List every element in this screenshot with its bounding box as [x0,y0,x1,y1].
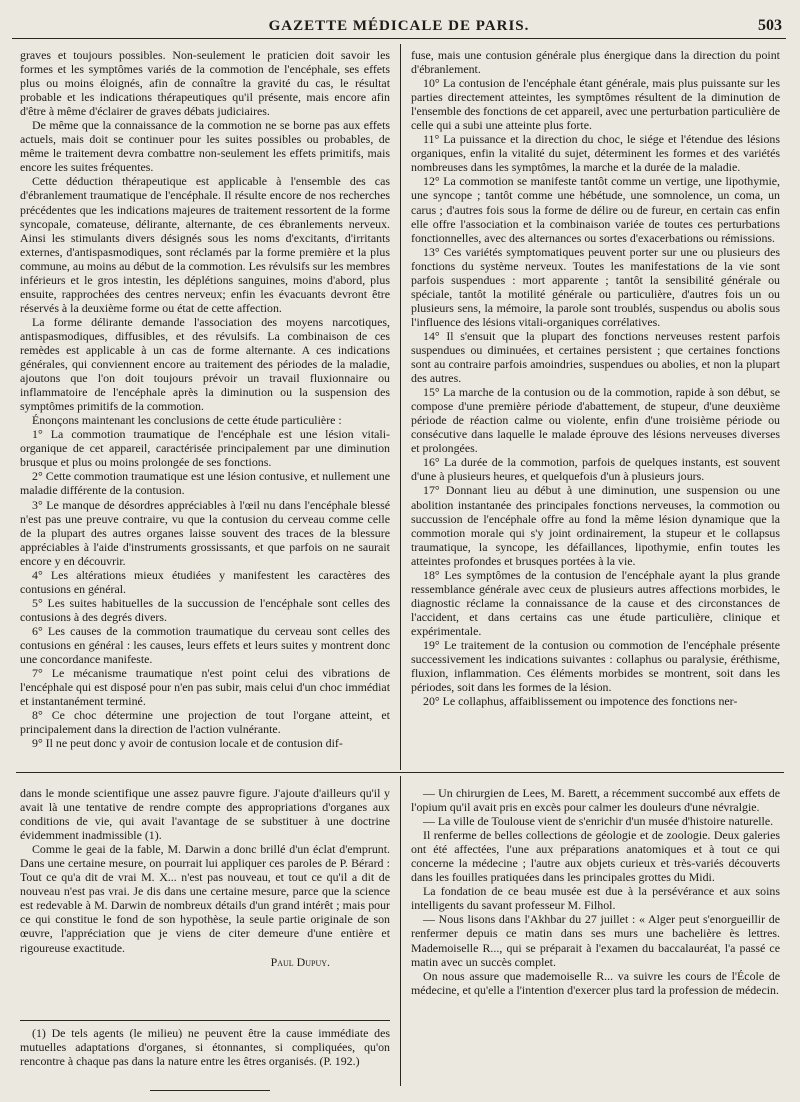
conclusion-item: 5° Les suites habituelles de la succussion de l'encéphale sont celles des contusions à des degrés divers. [20,595,390,624]
author-signature: Paul Dupuy. [270,954,330,969]
conclusion-item: 8° Ce choc détermine une projection de tout l'organe atteint, et principalement dans la direction de l'action vulnérante. [20,708,390,737]
paragraph: Cette déduction thérapeutique est applicable à l'ensemble des cas d'ébranlement traumatique de l'encéphale. Il résulte encore de nos recherches précédentes que les indications majeures de traitement ressortent de la forme syncopale, comateuse, délirante, alternante, de ces ébranlements nerveux. Ainsi les stimulants divers désignés sous les noms d'excitants, d'irritants externes, d'antispasmodiques, sont réclamés par la forme première et la plus commune, au moins au début de la commotion. Les révulsifs sur les membres inférieurs et le gros intestin, les déplétions sanguines, moins d'abord, plus ensuite, rapprochées des centres nerveux; enfin les évacuants devront être réservés à la deuxième forme ou état de cette affection. [20,174,390,315]
paragraph: graves et toujours possibles. Non-seulement le praticien doit savoir les formes et les symptômes variés de la commotion de l'encéphale, ses effets plus ou moins éloignés, afin de connaître la gravité du cas, le résultat probable et les indications thérapeutiques qu'il présente, mais encore afin d'être à même d'éclairer de graves débats judiciaires. [20,48,390,119]
conclusion-item: 19° Le traitement de la contusion ou commotion de l'encéphale présente successivement les indications suivantes : collaphus ou paralysie, éréthisme, fluxion, inflammation. Ces éléments morbides se montrent, soit dans les périodes, soit dans les formes de la lésion. [411,637,780,695]
news-item: — Nous lisons dans l'Akhbar du 27 juillet : « Alger peut s'enorgueillir de renfermer depuis ce matin dans ses murs une bachelière ès lettres. Mademoiselle R..., qui se préparait à l'examen du baccalauréat, l'a passé ce matin avec un succès complet. [411,912,780,969]
conclusion-item: 16° La durée de la commotion, parfois de quelques instants, est souvent d'une à plusieurs heures, et quelquefois d'un à plusieurs jours. [411,455,780,484]
end-rule [150,1090,270,1091]
conclusion-item: 1° La commotion traumatique de l'encéphale est une lésion vitali-organique de cet appareil, caractérisée principalement par une diminution brusque et plus ou moins prolongée de ses fonctions. [20,427,390,470]
news-item: — Un chirurgien de Lees, M. Barett, a récemment succombé aux effets de l'opium qu'il avait pris en excès pour calmer les douleurs d'une névralgie. [411,786,780,815]
paragraph: On nous assure que mademoiselle R... va suivre les cours de l'École de médecine, et qu'elle a l'intention d'exercer plus tard la profession de médecin. [411,968,780,997]
conclusion-item: 7° Le mécanisme traumatique n'est point celui des vibrations de l'encéphale qui est disposé pour n'en pas subir, mais celui d'un choc immédiat et instantanément terminé. [20,666,390,709]
conclusion-item: 14° Il s'ensuit que la plupart des fonctions nerveuses restent parfois suspendues ou diminuées, et certaines persistent ; que certaines fonctions sont au contraire parfois amoindries, suspendues ou abolies, et non la plupart des autres. [411,328,780,386]
conclusion-item: 3° Le manque de désordres appréciables à l'œil nu dans l'encéphale blessé n'est pas une preuve contraire, vu que la contusion du cerveau comme celle de la plupart des autres organes laisse souvent des traces de la blessure appréciables à l'aide d'instruments grossissants, et que parfois on ne saurait encore y en découvrir. [20,497,390,568]
conclusion-item: 20° Le collaphus, affaiblissement ou impotence des fonctions ner- [423,694,738,709]
news-column [411,786,780,1070]
footnote-rule [20,1020,390,1021]
paragraph: Il renferme de belles collections de géologie et de zoologie. Deux galeries ont été affectées, l'une aux préparations anatomiques et à tout ce qui concerne la médecine ; l'autre aux objets curieux et très-variés découverts dans les fouilles pratiquées dans les principales grottes du Midi. [411,828,780,885]
journal-title: GAZETTE MÉDICALE DE PARIS. [268,18,530,34]
paragraph: La fondation de ce beau musée est due à la persévérance et aux soins intelligents du savant professeur M. Filhol. [411,884,780,913]
conclusion-item: 12° La commotion se manifeste tantôt comme un vertige, une lipothymie, une syncope ; tantôt comme une hébétude, une somnolence, un coma, un carus ; d'autres fois sous la forme de délire ou de fureur, en certain cas enfin elle offre l'association et la combinaison variée de toutes ces perturbations fonctionnelles, avec des alternances ou sortes d'exacerbations ou rémissions. [411,174,780,245]
article-column-right [411,48,780,765]
page-number: 503 [758,17,782,34]
article-column-left [20,48,390,765]
conclusion-item: 4° Les altérations mieux étudiées y manifestent les caractères des contusions en général. [20,567,390,596]
conclusion-item: 18° Les symptômes de la contusion de l'encéphale ayant la plus grande ressemblance générale avec ceux de plusieurs autres affections morbides, le diagnostic réclame la connaissance de la cause et des circonstances de l'accident, et dans certains cas une étude particulière, clinique et expérimentale. [411,567,780,638]
conclusion-item: 9° Il ne peut donc y avoir de contusion locale et de contusion dif- [32,736,343,751]
paragraph: dans le monde scientifique une assez pauvre figure. J'ajoute d'ailleurs qu'il y avait là une tentative de rendre compte des appropriations d'organes aux conditions de vie, qui avait l'avantage de se substituer à une doctrine évidemment inadmissible (1). [20,786,390,843]
news-item: — La ville de Toulouse vient de s'enrichir d'un musée d'histoire naturelle. [423,814,774,829]
paragraph: Comme le geai de la fable, M. Darwin a donc brillé d'un éclat d'emprunt. Dans une certaine mesure, on pourrait lui appliquer ces paroles de P. Bérard : Tout ce qu'a dit de vrai M. X... n'est pas nouveau, et tout ce qu'il a dit de nouveau n'est pas vrai. Je dis dans une certaine mesure, parce que la science est redevable à M. Darwin de nombreux détails d'un grand intérêt ; mais pour ce qui constitue le fond de son hypothèse, la seule partie originale de son œuvre, l'appréciation que je viens de citer demeure d'une entière et rigoureuse exactitude. [20,842,390,955]
conclusion-item: 13° Ces variétés symptomatiques peuvent porter sur une ou plusieurs des fonctions du système nerveux. Toutes les manifestations de la vie sont parfois suspendues : mort apparente ; tantôt la sensibilité générale ou spéciale, tantôt la motilité générale ou particulière, d'autres fois un ou plusieurs sens, la mémoire, la parole sont troublés, suspendus ou abolis sous l'influence des lésions vitali-organiques corrélatives. [411,244,780,329]
column-divider-top [400,44,401,770]
footnote-text: (1) De tels agents (le milieu) ne peuvent être la cause immédiate des mutuelles adaptations d'organes, si étonnantes, si compliquées, qu'on rencontre à chaque pas dans la nature entre les êtres organisés. (P. 192.) [20,1026,390,1069]
footnote [20,1026,390,1076]
section-divider [16,772,784,773]
paragraph: La forme délirante demande l'association des moyens narcotiques, antispasmodiques, diffusibles, et des révulsifs. La combinaison de ces remèdes est applicable à un cas de forme alternante. A ces indications générales, qui conviennent encore au traitement des périodes de la maladie, ajoutons que l'on doit toujours prévoir un travail fluxionnaire ou inflammatoire de l'encéphale après la diminution ou la suspension des symptômes primitifs de la commotion. [20,314,390,414]
page-header [12,14,786,39]
conclusion-item: 17° Donnant lieu au début à une diminution, une suspension ou une abolition instantanée des principales fonctions nerveuses, la commotion ou succussion de l'encéphale offre au fond la même lésion dynamique que la commotion morale qui s'y joint ordinairement, la stupeur et le collapsus traumatique, la syncope, les défaillances, lipothymie, enfin toutes les atteintes profondes et brusques portées à la vie. [411,483,780,568]
conclusion-item: 6° Les causes de la commotion traumatique du cerveau sont celles des contusions en général : les causes, leurs effets et leurs suites y montrent donc une concordance manifeste. [20,623,390,667]
conclusion-item: 15° La marche de la contusion ou de la commotion, rapide à son début, se compose d'une première période d'abattement, de stupeur, d'une deuxième période de réaction calme ou violente, enfin d'une troisième période ou consécutive dans laquelle le malade éprouve des lésions nerveuses diverses et prolongées. [411,385,780,456]
conclusion-item: 10° La contusion de l'encéphale étant générale, mais plus puissante sur les parties directement atteintes, les symptômes résultent de la diminution de l'ensemble des fonctions de cet appareil, avec une perturbation particulière de celle qui a subi une atteinte plus forte. [411,76,780,133]
conclusion-item: 2° Cette commotion traumatique est une lésion contusive, et nullement une maladie différente de la contusion. [20,469,390,498]
review-column [20,786,390,1018]
paragraph: Énonçons maintenant les conclusions de cette étude particulière : [32,413,342,428]
column-divider-bottom [400,776,401,1086]
paragraph: De même que la connaissance de la commotion ne se borne pas aux effets actuels, mais doit se continuer pour les suites possibles ou probables, de même le traitement devra combattre non-seulement les effets primitifs, mais encore les suites fréquentes. [20,118,390,175]
paragraph: fuse, mais une contusion générale plus énergique dans la direction du point d'ébranlement. [411,48,780,77]
conclusion-item: 11° La puissance et la direction du choc, le siége et l'étendue des lésions organiques, enfin la vitalité du sujet, déterminent les formes et des variétés nombreuses dans les symptômes, la marche et la durée de la maladie. [411,132,780,175]
